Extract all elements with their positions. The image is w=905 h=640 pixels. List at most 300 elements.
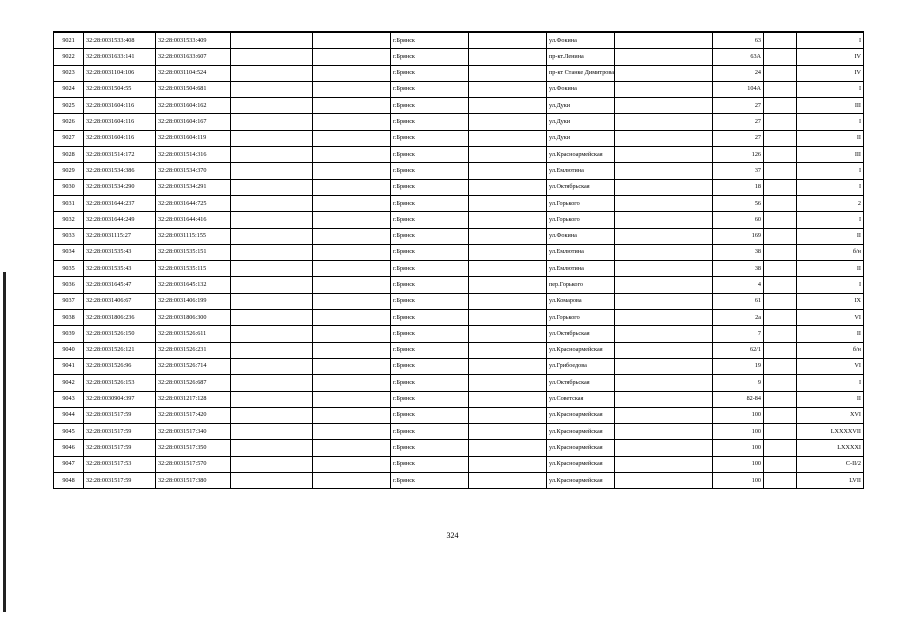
empty-cell [615, 130, 713, 146]
cadastral-number-1: 32:28:0031534:290 [84, 179, 156, 195]
street-cell: ул.Дуки [547, 114, 615, 130]
empty-cell [469, 228, 547, 244]
cadastral-number-1: 32:28:0031535:43 [84, 261, 156, 277]
empty-cell [615, 49, 713, 65]
table-row [54, 163, 864, 179]
cadastral-number-2: 32:28:0031526:714 [156, 358, 231, 374]
row-number: 9033 [54, 228, 84, 244]
row-number: 9024 [54, 81, 84, 97]
row-number: 9038 [54, 310, 84, 326]
cadastral-number-1: 32:28:0031517:59 [84, 473, 156, 489]
empty-cell [615, 342, 713, 358]
premises-number-cell: III [797, 98, 864, 114]
premises-number-cell: LXXXXVII [797, 424, 864, 440]
premises-number-cell: I [797, 277, 864, 293]
empty-cell [469, 98, 547, 114]
empty-cell [615, 293, 713, 309]
cadastral-number-2: 32:28:0031517:380 [156, 473, 231, 489]
table-row [54, 440, 864, 456]
table-row [54, 179, 864, 195]
street-cell: ул.Комарова [547, 293, 615, 309]
city-cell: г.Брянск [391, 456, 469, 472]
empty-cell [231, 163, 313, 179]
cadastral-number-1: 32:28:0031534:386 [84, 163, 156, 179]
street-cell: ул.Горького [547, 195, 615, 211]
cadastral-number-1: 32:28:0031526:96 [84, 358, 156, 374]
empty-cell [764, 261, 797, 277]
cadastral-number-1: 32:28:0031514:172 [84, 147, 156, 163]
empty-cell [764, 65, 797, 81]
empty-cell [615, 440, 713, 456]
house-number-cell: 2а [713, 310, 764, 326]
premises-number-cell: LXXXXI [797, 440, 864, 456]
street-cell: ул.Красноармейская [547, 473, 615, 489]
empty-cell [313, 163, 391, 179]
empty-cell [469, 49, 547, 65]
empty-cell [615, 244, 713, 260]
street-cell: ул.Фокина [547, 228, 615, 244]
cadastral-number-1: 32:28:0030904:397 [84, 391, 156, 407]
empty-cell [313, 114, 391, 130]
city-cell: г.Брянск [391, 195, 469, 211]
empty-cell [231, 244, 313, 260]
city-cell: г.Брянск [391, 130, 469, 146]
row-number: 9036 [54, 277, 84, 293]
house-number-cell: 27 [713, 98, 764, 114]
empty-cell [313, 358, 391, 374]
city-cell: г.Брянск [391, 147, 469, 163]
street-cell: ул.Грибоедова [547, 358, 615, 374]
empty-cell [615, 391, 713, 407]
city-cell: г.Брянск [391, 391, 469, 407]
house-number-cell: 27 [713, 130, 764, 146]
table-row [54, 375, 864, 391]
premises-number-cell: I [797, 163, 864, 179]
city-cell: г.Брянск [391, 293, 469, 309]
street-cell: ул.Дуки [547, 98, 615, 114]
empty-cell [764, 310, 797, 326]
street-cell: ул.Красноармейская [547, 440, 615, 456]
street-cell: ул.Красноармейская [547, 424, 615, 440]
cadastral-number-2: 32:28:0031217:128 [156, 391, 231, 407]
empty-cell [469, 244, 547, 260]
house-number-cell: 100 [713, 473, 764, 489]
empty-cell [615, 32, 713, 49]
empty-cell [764, 358, 797, 374]
cadastral-number-2: 32:28:0031406:199 [156, 293, 231, 309]
premises-number-cell: II [797, 391, 864, 407]
premises-number-cell: IV [797, 49, 864, 65]
street-cell: пр-кт.Ленина [547, 49, 615, 65]
house-number-cell: 24 [713, 65, 764, 81]
empty-cell [615, 358, 713, 374]
cadastral-number-2: 32:28:0031535:115 [156, 261, 231, 277]
empty-cell [615, 65, 713, 81]
house-number-cell: 63 [713, 32, 764, 49]
empty-cell [231, 81, 313, 97]
city-cell: г.Брянск [391, 326, 469, 342]
city-cell: г.Брянск [391, 98, 469, 114]
premises-number-cell: I [797, 179, 864, 195]
row-number: 9028 [54, 147, 84, 163]
empty-cell [469, 391, 547, 407]
empty-cell [764, 424, 797, 440]
empty-cell [615, 147, 713, 163]
empty-cell [231, 261, 313, 277]
cadastral-number-2: 32:28:0031534:370 [156, 163, 231, 179]
row-number: 9034 [54, 244, 84, 260]
empty-cell [231, 407, 313, 423]
empty-cell [764, 98, 797, 114]
empty-cell [764, 130, 797, 146]
empty-cell [231, 342, 313, 358]
empty-cell [313, 98, 391, 114]
empty-cell [615, 277, 713, 293]
empty-cell [615, 228, 713, 244]
cadastral-number-1: 32:28:0031604:116 [84, 114, 156, 130]
empty-cell [469, 358, 547, 374]
empty-cell [313, 277, 391, 293]
left-edge-mark [3, 272, 6, 612]
empty-cell [469, 342, 547, 358]
premises-number-cell: б/н [797, 342, 864, 358]
empty-cell [231, 293, 313, 309]
empty-cell [313, 179, 391, 195]
table-row [54, 65, 864, 81]
row-number: 9032 [54, 212, 84, 228]
house-number-cell: 18 [713, 179, 764, 195]
empty-cell [469, 310, 547, 326]
empty-cell [469, 456, 547, 472]
cadastral-number-1: 32:28:0031535:43 [84, 244, 156, 260]
city-cell: г.Брянск [391, 244, 469, 260]
premises-number-cell: II [797, 130, 864, 146]
cadastral-number-2: 32:28:0031533:409 [156, 32, 231, 49]
city-cell: г.Брянск [391, 81, 469, 97]
empty-cell [313, 261, 391, 277]
table-row [54, 310, 864, 326]
table-row [54, 81, 864, 97]
house-number-cell: 9 [713, 375, 764, 391]
cadastral-number-2: 32:28:0031526:231 [156, 342, 231, 358]
cadastral-number-1: 32:28:0031115:27 [84, 228, 156, 244]
empty-cell [764, 147, 797, 163]
table-row [54, 98, 864, 114]
row-number: 9037 [54, 293, 84, 309]
empty-cell [231, 358, 313, 374]
empty-cell [469, 375, 547, 391]
cadastral-number-2: 32:28:0031604:119 [156, 130, 231, 146]
house-number-cell: 100 [713, 407, 764, 423]
house-number-cell: 60 [713, 212, 764, 228]
cadastral-number-2: 32:28:0031115:155 [156, 228, 231, 244]
cadastral-number-2: 32:28:0031604:162 [156, 98, 231, 114]
cadastral-number-1: 32:28:0031517:59 [84, 424, 156, 440]
empty-cell [615, 261, 713, 277]
empty-cell [469, 326, 547, 342]
empty-cell [313, 375, 391, 391]
city-cell: г.Брянск [391, 358, 469, 374]
premises-number-cell: I [797, 81, 864, 97]
empty-cell [764, 49, 797, 65]
street-cell: ул.Дуки [547, 130, 615, 146]
cadastral-number-1: 32:28:0031533:408 [84, 32, 156, 49]
table-row [54, 261, 864, 277]
cadastral-number-1: 32:28:0031406:67 [84, 293, 156, 309]
row-number: 9035 [54, 261, 84, 277]
street-cell: ул.Красноармейская [547, 147, 615, 163]
empty-cell [764, 277, 797, 293]
city-cell: г.Брянск [391, 310, 469, 326]
empty-cell [469, 81, 547, 97]
house-number-cell: 56 [713, 195, 764, 211]
city-cell: г.Брянск [391, 424, 469, 440]
table-row [54, 326, 864, 342]
empty-cell [764, 163, 797, 179]
table-row [54, 147, 864, 163]
house-number-cell: 126 [713, 147, 764, 163]
cadastral-number-1: 32:28:0031504:55 [84, 81, 156, 97]
empty-cell [469, 473, 547, 489]
empty-cell [313, 49, 391, 65]
house-number-cell: 7 [713, 326, 764, 342]
empty-cell [231, 49, 313, 65]
table-row [54, 407, 864, 423]
house-number-cell: 100 [713, 440, 764, 456]
table-row [54, 32, 864, 49]
city-cell: г.Брянск [391, 32, 469, 49]
cadastral-number-1: 32:28:0031526:153 [84, 375, 156, 391]
empty-cell [615, 81, 713, 97]
empty-cell [764, 32, 797, 49]
empty-cell [469, 261, 547, 277]
house-number-cell: 4 [713, 277, 764, 293]
empty-cell [615, 424, 713, 440]
cadastral-number-2: 32:28:0031604:167 [156, 114, 231, 130]
table-row [54, 130, 864, 146]
cadastral-number-2: 32:28:0031104:524 [156, 65, 231, 81]
premises-number-cell: III [797, 147, 864, 163]
city-cell: г.Брянск [391, 375, 469, 391]
house-number-cell: 63А [713, 49, 764, 65]
empty-cell [615, 326, 713, 342]
empty-cell [469, 32, 547, 49]
row-number: 9023 [54, 65, 84, 81]
empty-cell [313, 326, 391, 342]
empty-cell [764, 473, 797, 489]
street-cell: ул.Красноармейская [547, 456, 615, 472]
empty-cell [313, 473, 391, 489]
empty-cell [469, 407, 547, 423]
empty-cell [313, 130, 391, 146]
house-number-cell: 19 [713, 358, 764, 374]
house-number-cell: 38 [713, 244, 764, 260]
row-number: 9027 [54, 130, 84, 146]
cadastral-number-2: 32:28:0031517:570 [156, 456, 231, 472]
empty-cell [313, 32, 391, 49]
premises-number-cell: IV [797, 65, 864, 81]
row-number: 9044 [54, 407, 84, 423]
empty-cell [313, 407, 391, 423]
city-cell: г.Брянск [391, 212, 469, 228]
cadastral-number-1: 32:28:0031517:53 [84, 456, 156, 472]
street-cell: ул.Емлютина [547, 244, 615, 260]
empty-cell [313, 212, 391, 228]
street-cell: ул.Октябрьская [547, 326, 615, 342]
premises-number-cell: б/н [797, 244, 864, 260]
row-number: 9022 [54, 49, 84, 65]
empty-cell [764, 342, 797, 358]
city-cell: г.Брянск [391, 228, 469, 244]
city-cell: г.Брянск [391, 114, 469, 130]
house-number-cell: 82-84 [713, 391, 764, 407]
street-cell: ул.Советская [547, 391, 615, 407]
empty-cell [615, 195, 713, 211]
cadastral-number-2: 32:28:0031644:725 [156, 195, 231, 211]
empty-cell [231, 179, 313, 195]
empty-cell [313, 391, 391, 407]
empty-cell [313, 456, 391, 472]
premises-number-cell: VI [797, 310, 864, 326]
empty-cell [231, 65, 313, 81]
street-cell: ул.Красноармейская [547, 407, 615, 423]
empty-cell [764, 195, 797, 211]
premises-number-cell: LVII [797, 473, 864, 489]
cadastral-number-2: 32:28:0031526:611 [156, 326, 231, 342]
cadastral-number-2: 32:28:0031517:420 [156, 407, 231, 423]
street-cell: пер.Горького [547, 277, 615, 293]
empty-cell [764, 179, 797, 195]
cadastral-number-1: 32:28:0031644:237 [84, 195, 156, 211]
cadastral-number-2: 32:28:0031517:350 [156, 440, 231, 456]
table-row [54, 212, 864, 228]
cadastral-number-2: 32:28:0031535:151 [156, 244, 231, 260]
row-number: 9029 [54, 163, 84, 179]
empty-cell [615, 179, 713, 195]
empty-cell [231, 114, 313, 130]
premises-number-cell: I [797, 114, 864, 130]
empty-cell [469, 293, 547, 309]
empty-cell [469, 179, 547, 195]
empty-cell [764, 375, 797, 391]
house-number-cell: 104А [713, 81, 764, 97]
premises-number-cell: IX [797, 293, 864, 309]
street-cell: ул.Красноармейская [547, 342, 615, 358]
cadastral-number-1: 32:28:0031604:116 [84, 130, 156, 146]
row-number: 9025 [54, 98, 84, 114]
empty-cell [231, 310, 313, 326]
cadastral-number-1: 32:28:0031806:236 [84, 310, 156, 326]
house-number-cell: 27 [713, 114, 764, 130]
empty-cell [469, 277, 547, 293]
table-row [54, 277, 864, 293]
empty-cell [469, 195, 547, 211]
empty-cell [469, 424, 547, 440]
empty-cell [764, 293, 797, 309]
table-row [54, 358, 864, 374]
empty-cell [764, 391, 797, 407]
row-number: 9042 [54, 375, 84, 391]
premises-number-cell: II [797, 261, 864, 277]
empty-cell [231, 130, 313, 146]
premises-number-cell: I [797, 212, 864, 228]
empty-cell [469, 212, 547, 228]
cadastral-number-2: 32:28:0031645:132 [156, 277, 231, 293]
cadastral-number-1: 32:28:0031104:106 [84, 65, 156, 81]
premises-number-cell: C-II/2 [797, 456, 864, 472]
empty-cell [615, 407, 713, 423]
empty-cell [615, 114, 713, 130]
city-cell: г.Брянск [391, 179, 469, 195]
empty-cell [764, 228, 797, 244]
city-cell: г.Брянск [391, 440, 469, 456]
street-cell: пр-кт Станке Димитрова [547, 65, 615, 81]
city-cell: г.Брянск [391, 342, 469, 358]
registry-table [53, 31, 864, 489]
cadastral-number-2: 32:28:0031526:687 [156, 375, 231, 391]
table-row [54, 293, 864, 309]
cadastral-number-2: 32:28:0031633:607 [156, 49, 231, 65]
row-number: 9047 [54, 456, 84, 472]
row-number: 9045 [54, 424, 84, 440]
empty-cell [764, 114, 797, 130]
row-number: 9048 [54, 473, 84, 489]
empty-cell [231, 473, 313, 489]
row-number: 9026 [54, 114, 84, 130]
table-row [54, 424, 864, 440]
empty-cell [764, 407, 797, 423]
empty-cell [469, 163, 547, 179]
cadastral-number-2: 32:28:0031534:291 [156, 179, 231, 195]
row-number: 9046 [54, 440, 84, 456]
cadastral-number-2: 32:28:0031517:340 [156, 424, 231, 440]
cadastral-number-1: 32:28:0031517:59 [84, 440, 156, 456]
street-cell: ул.Горького [547, 310, 615, 326]
cadastral-number-1: 32:28:0031526:150 [84, 326, 156, 342]
table-row [54, 473, 864, 489]
empty-cell [313, 440, 391, 456]
empty-cell [313, 147, 391, 163]
row-number: 9031 [54, 195, 84, 211]
empty-cell [615, 473, 713, 489]
empty-cell [764, 440, 797, 456]
premises-number-cell: 2 [797, 195, 864, 211]
empty-cell [231, 326, 313, 342]
cadastral-number-1: 32:28:0031645:47 [84, 277, 156, 293]
street-cell: ул.Емлютина [547, 163, 615, 179]
empty-cell [231, 375, 313, 391]
cadastral-number-1: 32:28:0031644:249 [84, 212, 156, 228]
empty-cell [231, 277, 313, 293]
empty-cell [469, 440, 547, 456]
empty-cell [313, 244, 391, 260]
row-number: 9040 [54, 342, 84, 358]
cadastral-number-1: 32:28:0031633:141 [84, 49, 156, 65]
empty-cell [469, 65, 547, 81]
empty-cell [231, 32, 313, 49]
empty-cell [231, 228, 313, 244]
premises-number-cell: I [797, 32, 864, 49]
empty-cell [764, 244, 797, 260]
house-number-cell: 37 [713, 163, 764, 179]
empty-cell [615, 310, 713, 326]
cadastral-number-2: 32:28:0031644:416 [156, 212, 231, 228]
empty-cell [313, 195, 391, 211]
premises-number-cell: II [797, 228, 864, 244]
empty-cell [231, 440, 313, 456]
cadastral-number-1: 32:28:0031604:116 [84, 98, 156, 114]
empty-cell [231, 456, 313, 472]
